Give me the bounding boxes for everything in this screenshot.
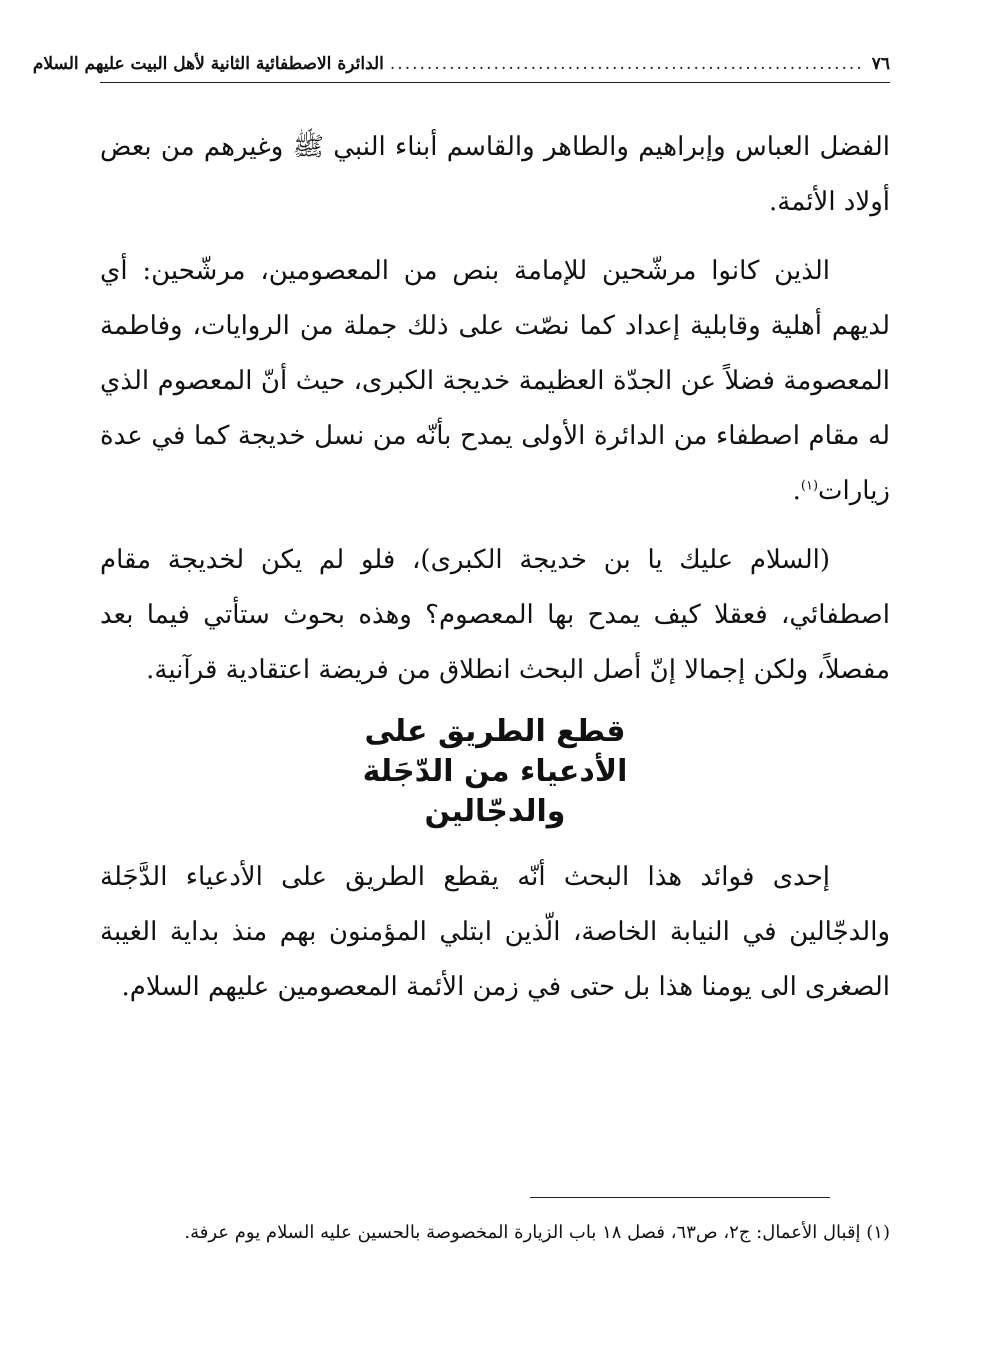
running-title: الدائرة الاصطفائية الثانية لأهل البيت عليهم السلام [32, 54, 384, 74]
paragraph-text: الفضل العباس وإبراهيم والطاهر والقاسم أبناء النبي ﷺ وغيرهم من بعض أولاد الأئمة. [100, 132, 890, 217]
paragraph-tail: . [792, 476, 801, 506]
page-number: ٧٦ [871, 54, 890, 74]
running-header [32, 50, 890, 83]
section-heading-line-2: الأدعياء من الدّجَلة [362, 754, 628, 789]
paragraph-salutation [100, 533, 890, 698]
paragraph-text: الذين كانوا مرشّحين للإمامة بنص من المعصومين، مرشّحين: أي لديهم أهلية وقابلية إعداد كما نصّت على ذلك جملة من الروايات، وفاطمة المعصومة فضلاً عن الجدّة العظيمة خديجة الكبرى، حيث أنّ المعصوم الذي له مقام اصطفاء من الدائرة الأولى يمدح بأنّه من نسل خديجة كما في عدة زيارات [100, 256, 890, 506]
footnote-separator [530, 1197, 830, 1198]
paragraph-text: (السلام عليك يا بن خديجة الكبرى)، فلو لم يكن لخديجة مقام اصطفائي، فعقلا كيف يمدح بها المعصوم؟ وهذه بحوث ستأتي فيما بعد مفصلاً، ولكن إجمالا إنّ أصل البحث انطلاق من فريضة اعتقادية قرآنية. [100, 545, 890, 685]
paragraph-text: إحدى فوائد هذا البحث أنّه يقطع الطريق على الأدعياء الدَّجَلة والدجّالين في النيابة الخاصة، الّذين ابتلي المؤمنون بهم منذ بداية الغيبة الصغرى الى يومنا هذا بل حتى في زمن الأئمة المعصومين عليهم السلام. [100, 862, 890, 1002]
footnote-text: (١) إقبال الأعمال: ج٢، ص٦٣، فصل ١٨ باب الزيارة المخصوصة بالحسين عليه السلام يوم عرفة. [184, 1222, 890, 1243]
paragraph-continued [100, 120, 890, 230]
section-heading-line-1: قطع الطريق على [364, 714, 626, 749]
leader-dots: ................................................................ [389, 54, 864, 74]
body-text [100, 120, 890, 1029]
footnote-reference[interactable]: (١) [800, 478, 819, 494]
paragraph-benefits [100, 850, 890, 1015]
section-heading-line-3: والدجّالين [424, 794, 566, 829]
paragraph-candidates [100, 244, 890, 519]
section-heading [100, 712, 890, 832]
footnote [100, 1218, 890, 1248]
